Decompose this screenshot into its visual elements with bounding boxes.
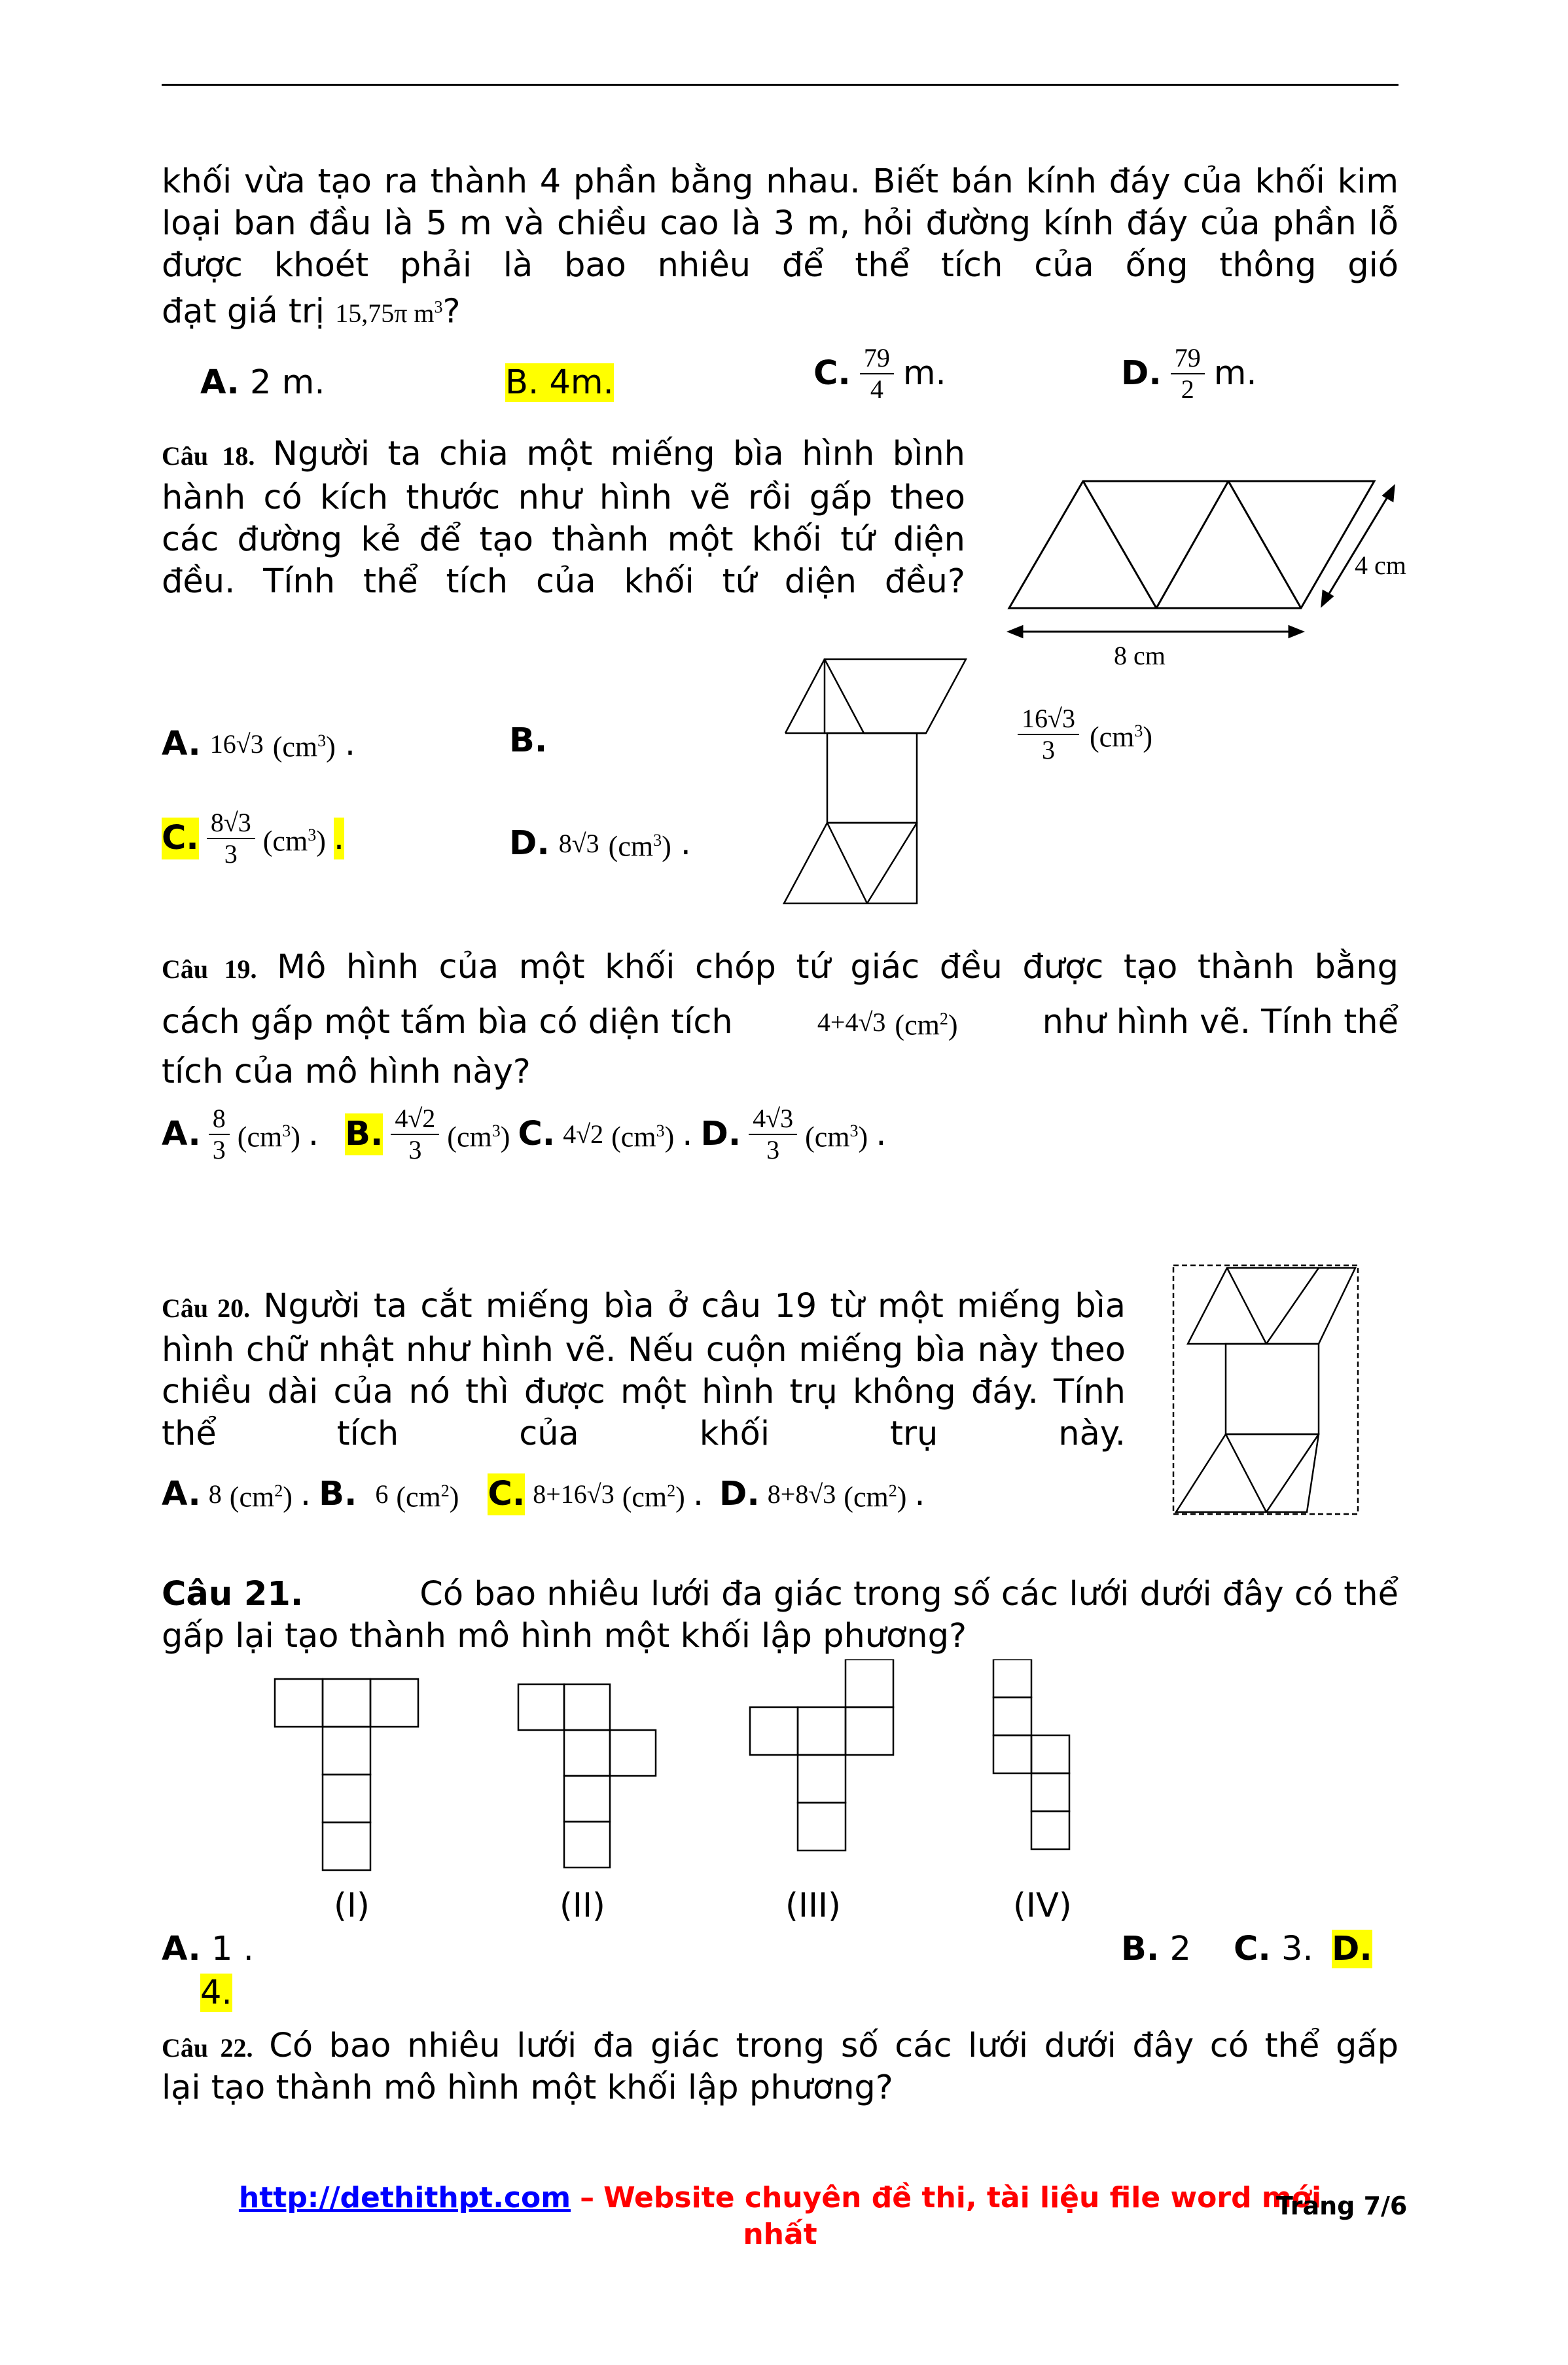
- q17-opt-c-label: C.: [813, 354, 851, 393]
- q17-line4: [162, 287, 816, 334]
- q21-line2: gấp lại tạo thành mô hình một khối lập phương?: [162, 1617, 967, 1655]
- unit: cm: [853, 1481, 889, 1513]
- q20-opt-a-unit: $(cm^2)$: [229, 1481, 293, 1513]
- q18-opt-b-unit: $(cm^3)$: [1089, 721, 1153, 753]
- frac-den: 3: [408, 1135, 422, 1164]
- net-3: [750, 1659, 893, 1850]
- q17-option-a[interactable]: [200, 362, 325, 404]
- q20-opt-c-value: 8+16√3: [533, 1479, 615, 1509]
- q17-opt-d-fraction: [1171, 343, 1205, 405]
- q21-opt-d-text: 4.: [200, 1974, 232, 2012]
- q18-opt-c-unit: $(cm^3)$: [262, 825, 326, 858]
- q20-opt-a-value: 8: [208, 1479, 222, 1509]
- unit-exp: 3: [282, 1121, 291, 1141]
- frac-num: 16√3: [1018, 704, 1079, 735]
- q19-opt-a-label[interactable]: A.: [162, 1115, 201, 1153]
- q20-opt-d-value: 8+8√3: [767, 1479, 836, 1509]
- q21-opt-b-text: 2: [1169, 1930, 1191, 1968]
- q18-opt-a-value: 16√3: [209, 729, 264, 759]
- q19-opt-c-label[interactable]: C.: [518, 1115, 556, 1153]
- q20-rectangle-net-figure: [1168, 1260, 1364, 1522]
- q19-options: [162, 1104, 886, 1165]
- q21-opt-c-text: 3.: [1281, 1930, 1313, 1968]
- q21-option-c[interactable]: [1234, 1928, 1313, 1970]
- q18-opt-b-fraction: [1018, 704, 1079, 765]
- q18-option-d[interactable]: [509, 820, 691, 868]
- q20-opt-a-label[interactable]: A.: [162, 1474, 201, 1513]
- frac-num: 8: [209, 1104, 230, 1135]
- q17-option-c[interactable]: [813, 343, 946, 405]
- q21-option-a[interactable]: [162, 1928, 254, 1970]
- q21-opt-b-label: B.: [1121, 1930, 1160, 1968]
- q17-line4-prefix: đạt giá trị: [162, 292, 325, 331]
- q19-opt-b-fraction: [391, 1104, 439, 1165]
- q19-area-value: 4+4√3: [817, 1007, 886, 1037]
- q19-label: Câu 19.: [162, 954, 257, 984]
- footer-text-2: nhất: [743, 2218, 817, 2251]
- unit: cm: [282, 731, 318, 763]
- unit: cm: [620, 1121, 656, 1153]
- q18-opt-d-end: .: [680, 823, 691, 863]
- q18-opt-a-label: A.: [162, 724, 201, 763]
- net-2: [518, 1684, 656, 1868]
- q20-opt-d-end: .: [914, 1474, 925, 1513]
- footer: [162, 2180, 1399, 2253]
- q17-opt-c-unit: m.: [902, 354, 946, 393]
- q21-nets-figure: [262, 1659, 1113, 1882]
- frac-den: 4: [870, 374, 883, 404]
- unit: cm: [239, 1481, 275, 1513]
- q19-opt-a-end: .: [308, 1115, 319, 1153]
- q17-option-d[interactable]: [1121, 343, 1257, 405]
- unit-exp: 3: [317, 731, 327, 750]
- q17-opt-a-text: 2 m.: [250, 363, 325, 402]
- q19-opt-d-unit: $(cm^3)$: [805, 1121, 868, 1153]
- footer-link[interactable]: http://dethithpt.com: [238, 2181, 571, 2214]
- q20-opt-c-end: .: [692, 1474, 704, 1513]
- q19-opt-b-unit: $(cm^3)$: [447, 1121, 510, 1153]
- q20-text: [162, 1286, 1126, 1455]
- q18-opt-d-unit: $(cm^3)$: [608, 830, 671, 863]
- frac-den: 3: [1041, 735, 1055, 765]
- unit-exp: 3: [656, 1121, 665, 1141]
- q21-net-label-4: (IV): [1013, 1887, 1072, 1925]
- footer-text: Website chuyên đề thi, tài liệu file word mới: [603, 2181, 1322, 2214]
- q21-net-label-2: (II): [560, 1887, 605, 1925]
- q18-opt-c-fraction: [207, 808, 255, 869]
- unit: cm: [814, 1121, 850, 1153]
- q18-opt-b-label: B.: [509, 721, 548, 760]
- q18-label: Câu 18.: [162, 441, 255, 471]
- q20-opt-d-unit: $(cm^2)$: [844, 1481, 907, 1513]
- unit: cm: [247, 1121, 283, 1153]
- unit: cm: [272, 825, 308, 858]
- q20-opt-a-end: .: [300, 1474, 312, 1513]
- net-4: [993, 1659, 1069, 1849]
- unit: cm: [456, 1121, 492, 1153]
- q20-opt-b-value: 6: [375, 1479, 389, 1509]
- unit: cm: [1099, 721, 1135, 753]
- q22-line1: [162, 2025, 1399, 2069]
- q21-net-label-1: (I): [334, 1887, 370, 1925]
- page-number: Trang 7/6: [1276, 2192, 1408, 2220]
- q19-line3: tích của mô hình này?: [162, 1053, 531, 1091]
- q19-opt-d-end: .: [876, 1115, 887, 1153]
- q19-opt-c-value: 4√2: [563, 1119, 604, 1149]
- q19-opt-b-label[interactable]: B.: [345, 1113, 383, 1155]
- unit: cm: [632, 1481, 668, 1513]
- unit-exp: 3: [653, 831, 662, 850]
- q19-line2-suffix: như hình vẽ. Tính thể: [1042, 1002, 1399, 1041]
- frac-den: 3: [224, 839, 238, 869]
- q20-opt-b-unit: $(cm^2)$: [396, 1481, 459, 1513]
- q21-line1: [162, 1574, 1399, 1616]
- q19-opt-c-unit: $(cm^3)$: [611, 1121, 675, 1153]
- frac-den: 3: [212, 1135, 226, 1164]
- q19-opt-a-unit: $(cm^3)$: [237, 1121, 300, 1153]
- q18-option-b-value[interactable]: [1018, 704, 1152, 765]
- frac-num: 8√3: [207, 808, 255, 839]
- frac-num: 79: [1171, 343, 1205, 374]
- unit-exp: 3: [1134, 721, 1143, 741]
- header-rule: [162, 84, 1399, 86]
- unit-exp: 2: [274, 1481, 283, 1500]
- q18-text: [162, 433, 965, 603]
- q19-area-unit: $(cm^2)$: [895, 1009, 958, 1041]
- q21-option-d-value[interactable]: [200, 1972, 232, 2014]
- q21-opt-c-label: C.: [1234, 1930, 1271, 1968]
- q19-opt-a-fraction: [209, 1104, 230, 1165]
- q18-opt-a-end: .: [344, 724, 356, 763]
- q18-tetrahedron-net: [779, 651, 975, 913]
- q17-opt-c-fraction: [860, 343, 894, 405]
- unit-exp: 3: [308, 825, 317, 845]
- q19-line1-text: Mô hình của một khối chóp tứ giác đều được tạo thành bằng: [277, 948, 1399, 986]
- unit-exp: 2: [440, 1481, 450, 1500]
- q19-line2-prefix: cách gấp một tấm bìa có diện tích: [162, 1002, 733, 1041]
- q17-opt-b-text: B. 4m.: [505, 363, 614, 402]
- unit-exp: 2: [888, 1481, 897, 1500]
- q18-opt-d-label: D.: [509, 823, 550, 863]
- unit-exp: 2: [939, 1009, 948, 1028]
- footer-dash: –: [580, 2181, 595, 2214]
- q18-body: Người ta chia một miếng bìa hình bình hành có kích thước như hình vẽ rồi gấp theo các đường kẻ để tạo thành một khối tứ diện đều. Tính thể tích của khối tứ diện đều?: [162, 435, 965, 601]
- q21-opt-a-text: 1 .: [211, 1930, 254, 1968]
- q17-opt-a-label: A.: [200, 363, 240, 402]
- q17-value-exp: 3: [434, 298, 443, 317]
- q18-parallelogram-figure: [1001, 468, 1459, 691]
- q17-value: 15,75π m: [335, 298, 435, 329]
- q21-option-b[interactable]: [1121, 1928, 1191, 1970]
- frac-den: 2: [1181, 374, 1194, 404]
- q22-line1-text: Có bao nhiêu lưới đa giác trong số các lưới dưới đây có thể gấp: [269, 2027, 1399, 2065]
- frac-num: 4√3: [749, 1104, 797, 1135]
- q20-opt-c-label[interactable]: C.: [488, 1473, 525, 1515]
- q20-opt-d-label[interactable]: D.: [719, 1474, 760, 1513]
- unit-exp: 3: [849, 1121, 859, 1141]
- q18-opt-d-value: 8√3: [558, 828, 599, 858]
- unit: cm: [904, 1009, 940, 1041]
- frac-den: 3: [766, 1135, 780, 1164]
- unit-exp: 2: [667, 1481, 676, 1500]
- q20-opt-b-label[interactable]: B.: [319, 1474, 357, 1513]
- q21-option-d-label[interactable]: [1332, 1928, 1372, 1970]
- q18-fig-base-label: 8 cm: [1114, 641, 1166, 670]
- q18-opt-c-label: C.: [162, 818, 199, 859]
- q19-line2: [162, 998, 1399, 1047]
- q17-opt-d-unit: m.: [1213, 354, 1257, 393]
- q17-opt-d-label: D.: [1121, 354, 1162, 393]
- q20-body: Người ta cắt miếng bìa ở câu 19 từ một miếng bìa hình chữ nhật như hình vẽ. Nếu cuộn miếng bìa này theo chiều dài của nó thì được một hình trụ không đáy. Tính thể tích của khối trụ này.: [162, 1287, 1126, 1453]
- q19-line1: [162, 947, 1399, 990]
- q21-opt-d-label: D.: [1332, 1930, 1372, 1968]
- q18-option-b-label[interactable]: [509, 720, 547, 762]
- q18-option-c[interactable]: [162, 808, 344, 869]
- unit: cm: [406, 1481, 441, 1513]
- q18-opt-a-unit: $(cm^3)$: [272, 731, 336, 763]
- unit: cm: [618, 830, 654, 863]
- q21-opt-a-label: A.: [162, 1930, 201, 1968]
- q19-opt-d-label[interactable]: D.: [700, 1115, 741, 1153]
- frac-num: 4√2: [391, 1104, 439, 1135]
- q20-opt-c-unit: $(cm^2)$: [622, 1481, 685, 1513]
- unit-exp: 3: [491, 1121, 501, 1141]
- q21-label: Câu 21.: [162, 1575, 304, 1614]
- frac-num: 79: [860, 343, 894, 374]
- q19-opt-d-fraction: [749, 1104, 797, 1165]
- net-1: [275, 1679, 418, 1870]
- q20-options: [162, 1470, 925, 1519]
- q22-line2: lại tạo thành mô hình một khối lập phương?: [162, 2068, 893, 2107]
- q17-text: khối vừa tạo ra thành 4 phần bằng nhau. Biết bán kính đáy của khối kim loại ban đầu là 5 m và chiều cao là 3 m, hỏi đường kính đáy của phần lỗ được khoét phải là bao nhiêu để thể tích của ống thông gió: [162, 162, 1399, 285]
- q20-label: Câu 20.: [162, 1293, 251, 1323]
- q18-fig-side-label: 4 cm: [1355, 551, 1406, 580]
- q22-label: Câu 22.: [162, 2033, 253, 2063]
- q21-line1-text: Có bao nhiêu lưới đa giác trong số các lưới dưới đây có thể: [419, 1575, 1399, 1614]
- q19-opt-c-end: .: [682, 1115, 693, 1153]
- q21-net-label-3: (III): [785, 1887, 841, 1925]
- q18-option-a[interactable]: [162, 720, 355, 768]
- q17-option-b[interactable]: [505, 362, 614, 404]
- q18-opt-c-end: .: [334, 818, 344, 859]
- q17-line4-suffix: ?: [442, 292, 461, 331]
